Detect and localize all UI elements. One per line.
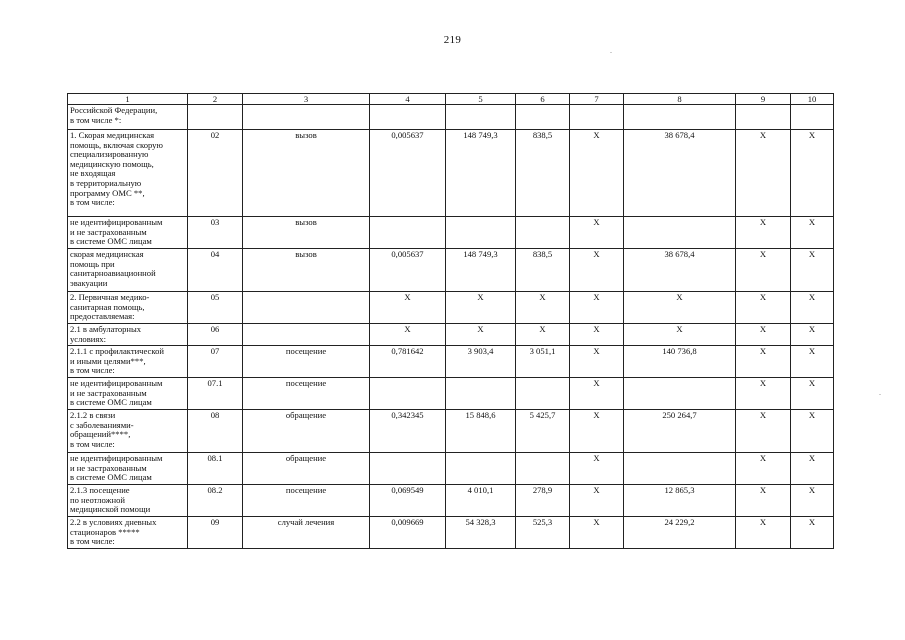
row-code-cell: 05 — [188, 292, 243, 324]
table-row — [68, 292, 834, 324]
col6-cell — [516, 453, 570, 485]
col9-cell — [736, 105, 791, 130]
row-code-cell: 08.1 — [188, 453, 243, 485]
column-header: 8 — [624, 94, 736, 105]
col5-cell: 4 010,1 — [446, 485, 516, 517]
col6-cell: 278,9 — [516, 485, 570, 517]
col8-cell: 38 678,4 — [624, 130, 736, 217]
col5-cell: 148 749,3 — [446, 130, 516, 217]
col9-cell: Х — [736, 517, 791, 549]
col8-cell: 12 865,3 — [624, 485, 736, 517]
row-code-cell: 03 — [188, 217, 243, 249]
table-row — [68, 378, 834, 410]
col8-cell — [624, 453, 736, 485]
row-code-cell: 04 — [188, 249, 243, 292]
scan-speck — [610, 52, 612, 53]
col4-cell — [370, 453, 446, 485]
row-code-cell: 07.1 — [188, 378, 243, 410]
table-row — [68, 130, 834, 217]
column-header: 7 — [570, 94, 624, 105]
column-header: 2 — [188, 94, 243, 105]
col7-cell: Х — [570, 130, 624, 217]
row-code-cell: 08 — [188, 410, 243, 453]
col10-cell: Х — [791, 346, 834, 378]
col4-cell — [370, 378, 446, 410]
col4-cell: 0,069549 — [370, 485, 446, 517]
col4-cell: 0,781642 — [370, 346, 446, 378]
column-header: 9 — [736, 94, 791, 105]
col6-cell — [516, 217, 570, 249]
col9-cell: Х — [736, 410, 791, 453]
col10-cell: Х — [791, 217, 834, 249]
indicator-cell: не идентифицированным и не застрахованным в системе ОМС лицам — [68, 378, 188, 410]
unit-cell: вызов — [243, 249, 370, 292]
indicator-cell: 2.1.1 с профилактической и иными целями***, в том числе: — [68, 346, 188, 378]
col8-cell: 250 264,7 — [624, 410, 736, 453]
table-row — [68, 517, 834, 549]
table-row — [68, 453, 834, 485]
column-header: 5 — [446, 94, 516, 105]
col7-cell: Х — [570, 249, 624, 292]
col9-cell: Х — [736, 130, 791, 217]
col7-cell: Х — [570, 517, 624, 549]
row-code-cell: 09 — [188, 517, 243, 549]
table-row — [68, 410, 834, 453]
row-code-cell — [188, 105, 243, 130]
unit-cell: случай лечения — [243, 517, 370, 549]
col9-cell: Х — [736, 249, 791, 292]
col10-cell: Х — [791, 517, 834, 549]
column-header: 10 — [791, 94, 834, 105]
col9-cell: Х — [736, 378, 791, 410]
indicator-cell: не идентифицированным и не застрахованным в системе ОМС лицам — [68, 453, 188, 485]
col9-cell: Х — [736, 346, 791, 378]
col7-cell: Х — [570, 410, 624, 453]
col8-cell — [624, 105, 736, 130]
col5-cell: 54 328,3 — [446, 517, 516, 549]
col5-cell — [446, 217, 516, 249]
col7-cell: Х — [570, 346, 624, 378]
col8-cell: Х — [624, 324, 736, 346]
indicator-cell: не идентифицированным и не застрахованным в системе ОМС лицам — [68, 217, 188, 249]
indicator-cell: 2.1.3 посещение по неотложной медицинской помощи — [68, 485, 188, 517]
column-header: 3 — [243, 94, 370, 105]
col6-cell: 525,3 — [516, 517, 570, 549]
col10-cell: Х — [791, 130, 834, 217]
col5-cell: 3 903,4 — [446, 346, 516, 378]
unit-cell: обращение — [243, 453, 370, 485]
col10-cell: Х — [791, 410, 834, 453]
unit-cell — [243, 324, 370, 346]
col9-cell: Х — [736, 324, 791, 346]
col10-cell — [791, 105, 834, 130]
indicator-cell: 2.1 в амбулаторных условиях: — [68, 324, 188, 346]
unit-cell: обращение — [243, 410, 370, 453]
col6-cell — [516, 105, 570, 130]
col5-cell: 148 749,3 — [446, 249, 516, 292]
scan-speck — [879, 394, 881, 395]
row-code-cell: 08.2 — [188, 485, 243, 517]
unit-cell: вызов — [243, 217, 370, 249]
indicator-cell: 2. Первичная медико- санитарная помощь, предоставляемая: — [68, 292, 188, 324]
col6-cell: Х — [516, 324, 570, 346]
col6-cell: 3 051,1 — [516, 346, 570, 378]
column-header: 6 — [516, 94, 570, 105]
col6-cell: Х — [516, 292, 570, 324]
col9-cell: Х — [736, 453, 791, 485]
col4-cell: 0,005637 — [370, 249, 446, 292]
unit-cell — [243, 292, 370, 324]
col10-cell: Х — [791, 249, 834, 292]
indicator-cell: 2.2 в условиях дневных стационаров ***** в том числе: — [68, 517, 188, 549]
indicator-cell: 1. Скорая медицинская помощь, включая скорую специализированную медицинскую помощь, не входящая в территориальную программу ОМС **, в том числе: — [68, 130, 188, 217]
unit-cell — [243, 105, 370, 130]
col5-cell — [446, 453, 516, 485]
page-number: 219 — [443, 34, 462, 46]
unit-cell: посещение — [243, 378, 370, 410]
col8-cell: 38 678,4 — [624, 249, 736, 292]
col4-cell — [370, 105, 446, 130]
col9-cell: Х — [736, 485, 791, 517]
indicator-cell: скорая медицинская помощь при санитарноавиационной эвакуации — [68, 249, 188, 292]
col6-cell: 5 425,7 — [516, 410, 570, 453]
col6-cell: 838,5 — [516, 249, 570, 292]
col7-cell: Х — [570, 485, 624, 517]
row-code-cell: 02 — [188, 130, 243, 217]
column-header: 1 — [68, 94, 188, 105]
unit-cell: вызов — [243, 130, 370, 217]
col8-cell: Х — [624, 292, 736, 324]
table-row — [68, 485, 834, 517]
col8-cell: 24 229,2 — [624, 517, 736, 549]
column-header: 4 — [370, 94, 446, 105]
col10-cell: Х — [791, 453, 834, 485]
col8-cell: 140 736,8 — [624, 346, 736, 378]
col4-cell: 0,009669 — [370, 517, 446, 549]
col5-cell — [446, 105, 516, 130]
col9-cell: Х — [736, 292, 791, 324]
row-code-cell: 06 — [188, 324, 243, 346]
unit-cell: посещение — [243, 485, 370, 517]
col7-cell: Х — [570, 324, 624, 346]
col6-cell — [516, 378, 570, 410]
indicator-cell: 2.1.2 в связи с заболеваниями- обращений****, в том числе: — [68, 410, 188, 453]
col10-cell: Х — [791, 485, 834, 517]
col4-cell — [370, 217, 446, 249]
table-row — [68, 105, 834, 130]
indicator-cell: Российской Федерации, в том числе *: — [68, 105, 188, 130]
col10-cell: Х — [791, 378, 834, 410]
column-number-header-row — [68, 94, 834, 105]
col4-cell: Х — [370, 324, 446, 346]
col5-cell — [446, 378, 516, 410]
table-row — [68, 217, 834, 249]
col10-cell: Х — [791, 324, 834, 346]
table-row — [68, 249, 834, 292]
col7-cell: Х — [570, 217, 624, 249]
table-row — [68, 346, 834, 378]
col8-cell — [624, 217, 736, 249]
table-row — [68, 324, 834, 346]
col6-cell: 838,5 — [516, 130, 570, 217]
col4-cell: 0,342345 — [370, 410, 446, 453]
data-table — [67, 93, 834, 549]
col7-cell: Х — [570, 292, 624, 324]
col7-cell — [570, 105, 624, 130]
unit-cell: посещение — [243, 346, 370, 378]
col7-cell: Х — [570, 378, 624, 410]
col7-cell: Х — [570, 453, 624, 485]
col8-cell — [624, 378, 736, 410]
col4-cell: Х — [370, 292, 446, 324]
col5-cell: Х — [446, 324, 516, 346]
col10-cell: Х — [791, 292, 834, 324]
row-code-cell: 07 — [188, 346, 243, 378]
col9-cell: Х — [736, 217, 791, 249]
col5-cell: 15 848,6 — [446, 410, 516, 453]
col5-cell: Х — [446, 292, 516, 324]
col4-cell: 0,005637 — [370, 130, 446, 217]
